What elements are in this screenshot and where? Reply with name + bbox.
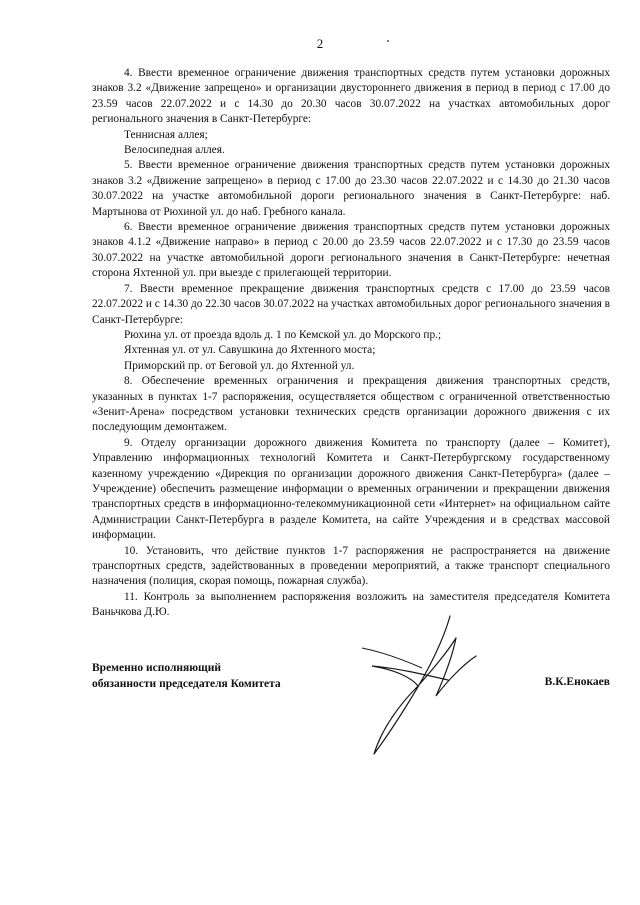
handwritten-signature xyxy=(352,608,492,758)
paragraph-5: 5. Ввести временное ограничение движения транспортных средств путем установки дорожных знаков 3.2 «Движение запрещено» в период с 17.00 до 23.30 часов 22.07.2022 и с 14.30 до 21.30 часов 30.07.2022 на участке автомобильной дороги регионального значения в Санкт-Петербурге: наб. Мартынова от Рюхиной ул. до наб. Гребного канала. xyxy=(92,159,610,218)
paragraph-11: 11. Контроль за выполнением распоряжения возложить на заместителя председателя Комитета Ваньчкова Д.Ю. xyxy=(92,590,610,619)
signatory-name: В.К.Енокаев xyxy=(544,676,610,688)
list-item-ryukhina: Рюхина ул. от проезда вдоль д. 1 по Кемской ул. до Морского пр.; xyxy=(124,328,442,341)
list-item-bicycle-alley: Велосипедная аллея. xyxy=(124,144,225,157)
paragraph-7: 7. Ввести временное прекращение движения транспортных средств с 17.00 до 23.59 часов 22.07.2022 и с 14.30 до 22.30 часов 30.07.2022 на участках автомобильных дорог регионального значения в Санкт-Петербурге: xyxy=(92,282,610,326)
paragraph-9: 9. Отделу организации дорожного движения Комитета по транспорту (далее – Комитет), Управлению информационных технологий Комитета и Санкт-Петербургскому государственному казенному учреждению «Дирекция по организации дорожного движения Санкт-Петербурга» (далее – Учреждение) обеспечить размещение информации о временных ограничении и прекращении движения транспортных средств в информационно-телекоммуникационной сети «Интернет» на официальном сайте Администрации Санкт-Петербурга в разделе Комитета, на сайте Учреждения и в средствах массовой информации. xyxy=(92,436,610,542)
paragraph-6: 6. Ввести временное ограничение движения транспортных средств путем установки дорожных знаков 4.1.2 «Движение направо» в период с 20.00 до 23.59 часов 22.07.2022 и с 17.30 до 23.59 часов 30.07.2022 на участке автомобильной дороги регионального значения в Санкт-Петербурге: нечетная сторона Яхтенной ул. при выезде с прилегающей территории. xyxy=(92,221,610,280)
list-item-primorsky: Приморский пр. от Беговой ул. до Яхтенной ул. xyxy=(124,359,355,372)
page-number: 2 xyxy=(316,36,324,51)
paragraph-10: 10. Установить, что действие пунктов 1-7 распоряжения не распространяется на движение транспортных средств, задействованных в проведении мероприятий, а также транспорт специального назначения (полиция, скорая помощь, пожарная служба). xyxy=(92,544,610,588)
list-item-tennis-alley: Теннисная аллея; xyxy=(124,128,208,141)
paragraph-4: 4. Ввести временное ограничение движения транспортных средств путем установки дорожных знаков 3.2 «Движение запрещено» и организации двустороннего движения в период в период с 17.00 до 23.59 часов 22.07.2022 и с 14.30 до 20.30 часов 30.07.2022 на участках автомобильных дорог регионального значения в Санкт-Петербурге: xyxy=(92,67,610,126)
document-body xyxy=(92,66,610,621)
scan-dot xyxy=(387,40,389,42)
signatory-title xyxy=(92,660,281,692)
paragraph-8: 8. Обеспечение временных ограничения и прекращения движения транспортных средств, указанных в пунктах 1-7 распоряжения, осуществляется обществом с ограниченной ответственностью «Зенит-Арена» посредством установки технических средств организации дорожного движения с их последующим демонтажем. xyxy=(92,375,610,434)
signatory-title-line2: обязанности председателя Комитета xyxy=(92,678,281,690)
list-item-yakhtennaya: Яхтенная ул. от ул. Савушкина до Яхтенного моста; xyxy=(124,344,376,357)
signatory-title-line1: Временно исполняющий xyxy=(92,662,221,674)
